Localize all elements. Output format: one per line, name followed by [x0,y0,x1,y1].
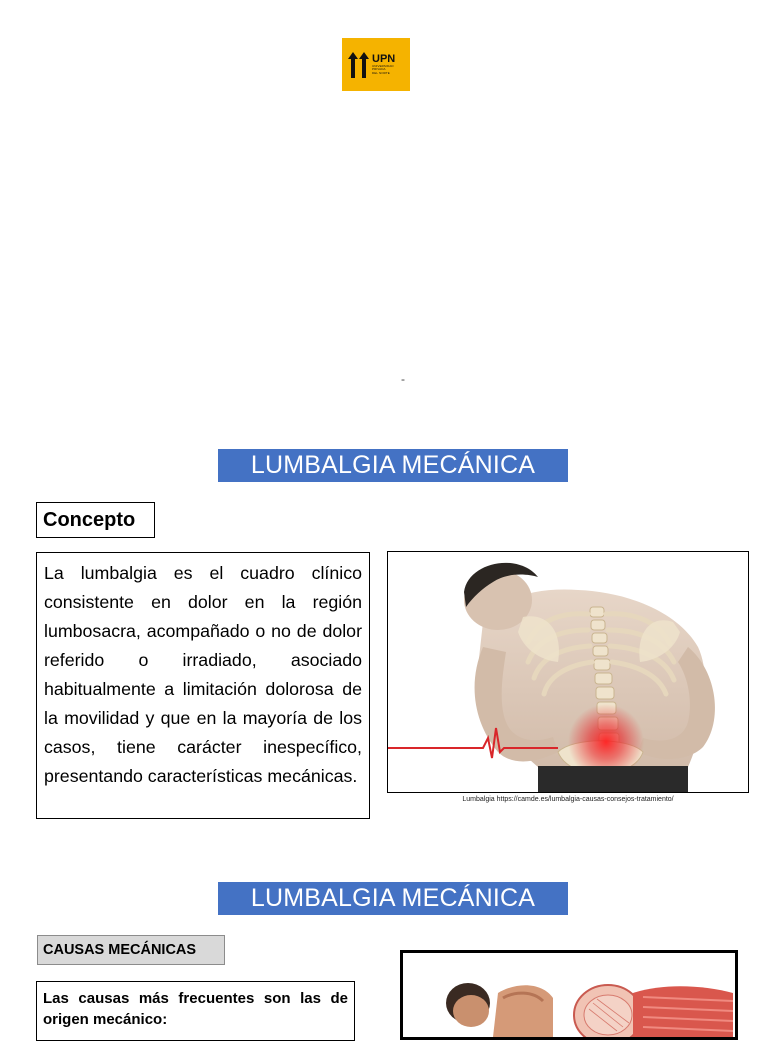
logo-subtitle-3: DEL NORTE [372,70,390,75]
muscle-figure [403,953,735,1037]
causes-text: Las causas más frecuentes son las de origen mecánico: [36,981,355,1041]
section-title-2: LUMBALGIA MECÁNICA [218,882,568,915]
logo-brand: UPN [372,52,396,65]
logo-subtitle-2: PRIVADA [372,67,386,72]
back-pain-figure [388,552,748,792]
logo-subtitle-1: UNIVERSIDAD [372,63,394,68]
upn-arrows-icon [348,52,370,78]
separator-dash: - [401,372,405,386]
section-title: LUMBALGIA MECÁNICA [218,449,568,482]
causes-label: CAUSAS MECÁNICAS [37,935,225,965]
muscle-anatomy-illustration [400,950,738,1040]
back-pain-illustration [387,551,749,793]
image-caption: Lumbalgia https://camde.es/lumbalgia-causas-consejos-tratamiento/ [462,796,674,803]
concept-text: La lumbalgia es el cuadro clínico consistente en dolor en la región lumbosacra, acompañado o no de dolor referido o irradiado, asociado habitualmente a limitación dolorosa de la movilidad y que en la mayoría de los casos, tiene carácter inespecífico, presentando características mecánicas. [36,552,370,819]
upn-logo [342,38,410,91]
concept-label: Concepto [36,502,155,538]
